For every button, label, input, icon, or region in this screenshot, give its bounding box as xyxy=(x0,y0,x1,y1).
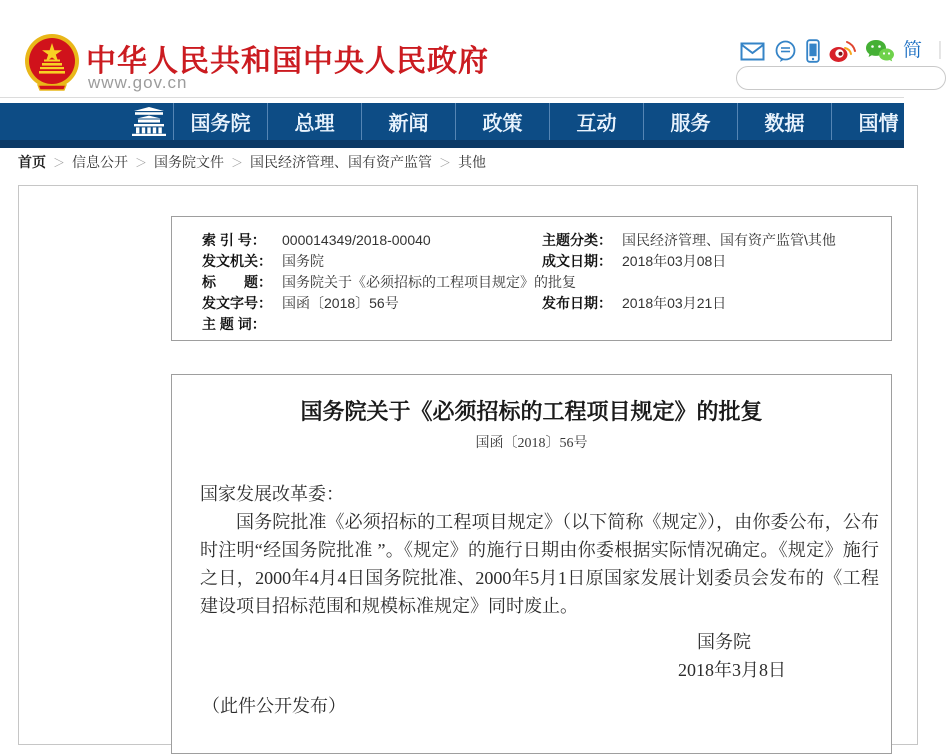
metadata-row xyxy=(202,230,881,251)
site-header xyxy=(0,0,949,98)
field-label-issuing-agency: 发文机关： xyxy=(202,253,272,269)
field-label-keywords: 主 题 词： xyxy=(202,316,266,332)
document-body: 国务院批准《必须招标的工程项目规定》（以下简称《规定》），由你委公布，公布时注明“经国务院批准 ”。《规定》的施行日期由你委根据实际情况确定。《规定》施行之日，2000年4月4日国务院批准、2000年5月1日原国家发展计划委员会发布的《工程建设项目招标范围和规模标准规定》同时废止。 xyxy=(200,512,879,616)
field-label-publish-date: 发布日期： xyxy=(542,295,612,311)
breadcrumb-item-category[interactable]: 国民经济管理、国有资产监管 xyxy=(250,154,433,170)
breadcrumb-separator: ＞ xyxy=(439,155,452,170)
metadata-row xyxy=(202,251,881,272)
field-value-title: 国务院关于《必须招标的工程项目规定》的批复 xyxy=(282,274,576,290)
metadata-row xyxy=(202,272,881,293)
breadcrumb-separator: ＞ xyxy=(231,155,244,170)
document-salutation: 国家发展改革委： xyxy=(200,484,344,504)
field-value-topic-category: 国民经济管理、国有资产监管\其他 xyxy=(622,232,836,248)
document-sign-date: 2018年3月8日 xyxy=(678,660,786,680)
nav-item-premier[interactable]: 总理 xyxy=(267,103,361,140)
field-label-document-number: 发文字号： xyxy=(202,295,272,311)
document-signer: 国务院 xyxy=(697,632,751,652)
search-input[interactable] xyxy=(736,66,946,90)
field-label-written-date: 成文日期： xyxy=(542,253,612,269)
lang-toggle-simplified[interactable]: 简 xyxy=(903,40,923,61)
site-title[interactable]: 中华人民共和国中央人民政府 xyxy=(86,45,489,78)
field-value-document-number: 国函〔2018〕56号 xyxy=(282,295,399,311)
national-emblem-logo[interactable] xyxy=(24,33,80,93)
main-nav xyxy=(0,103,904,148)
field-value-issuing-agency: 国务院 xyxy=(282,253,324,269)
field-label-title: 标 题： xyxy=(202,274,272,290)
metadata-row xyxy=(202,293,881,314)
nav-item-news[interactable]: 新闻 xyxy=(361,103,455,140)
metadata-row xyxy=(202,314,881,335)
header-divider xyxy=(0,97,904,98)
site-url: www.gov.cn xyxy=(88,73,188,92)
breadcrumb-item-info-disclosure[interactable]: 信息公开 xyxy=(72,154,129,170)
lang-separator: ｜ xyxy=(931,41,949,61)
breadcrumb-item-state-council-documents[interactable]: 国务院文件 xyxy=(154,154,225,170)
header-toolbar xyxy=(740,38,949,64)
nav-item-state-council[interactable]: 国务院 xyxy=(173,103,267,140)
field-value-publish-date: 2018年03月21日 xyxy=(622,295,727,311)
nav-item-data[interactable]: 数据 xyxy=(737,103,831,140)
nav-home[interactable] xyxy=(0,103,173,140)
mobile-icon[interactable] xyxy=(806,39,820,63)
tiananmen-icon xyxy=(128,107,170,136)
breadcrumb xyxy=(18,151,898,173)
document-number: 国函〔2018〕56号 xyxy=(475,436,588,451)
document-panel xyxy=(171,374,892,754)
nav-item-interaction[interactable]: 互动 xyxy=(549,103,643,140)
wechat-icon[interactable] xyxy=(865,39,894,63)
breadcrumb-separator: ＞ xyxy=(53,155,66,170)
weibo-icon[interactable] xyxy=(829,39,856,63)
breadcrumb-separator: ＞ xyxy=(135,155,148,170)
nav-item-services[interactable]: 服务 xyxy=(643,103,737,140)
document-title: 国务院关于《必须招标的工程项目规定》的批复 xyxy=(300,399,763,424)
mail-icon[interactable] xyxy=(740,42,765,61)
breadcrumb-item-current: 其他 xyxy=(458,154,487,170)
content-panel xyxy=(18,185,918,745)
nav-item-national-conditions[interactable]: 国情 xyxy=(831,103,925,140)
metadata-table xyxy=(171,216,892,341)
field-label-topic-category: 主题分类： xyxy=(542,232,612,248)
field-value-index-number: 000014349/2018-00040 xyxy=(282,232,431,248)
field-value-written-date: 2018年03月08日 xyxy=(622,253,727,269)
document-public-release-note: （此件公开发布） xyxy=(202,696,346,716)
field-label-index-number: 索 引 号： xyxy=(202,232,266,248)
breadcrumb-item-home[interactable]: 首页 xyxy=(18,154,46,170)
comment-icon[interactable] xyxy=(774,40,797,62)
nav-item-policies[interactable]: 政策 xyxy=(455,103,549,140)
